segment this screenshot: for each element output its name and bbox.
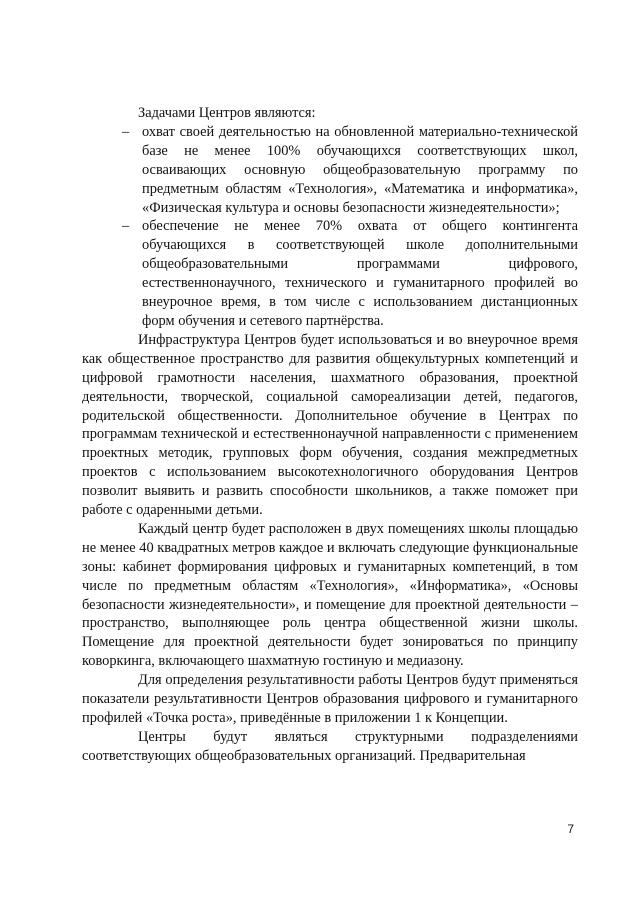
tasks-intro: Задачами Центров являются: <box>138 105 316 121</box>
document-body <box>82 104 578 766</box>
paragraph-premises: Каждый центр будет расположен в двух помещениях школы площадью не менее 40 квадратных метров каждое и включать следующие функциональные зоны: кабинет формирования цифровых и гуманитарных компетенций, в том числе по предметным областям «Технология», «Информатика», «Основы безопасности жизнедеятельности», и помещение для проектной деятельности – пространство, выполняющее роль центра общественной жизни школы. Помещение для проектной деятельности будет зонироваться по принципу коворкинга, включающего шахматную гостиную и медиазону. <box>82 520 578 670</box>
tasks-list <box>82 123 578 331</box>
list-dash: – <box>122 218 130 235</box>
list-dash: – <box>122 123 130 140</box>
paragraph-structure: Центры будут являться структурными подразделениями соответствующих общеобразовательных организаций. Предварительная <box>82 728 578 764</box>
list-item <box>82 123 578 218</box>
list-item-text: охват своей деятельностью на обновленной материально-технической базе не менее 100% обучающихся соответствующих школ, осваивающих основную общеобразовательную программу по предметным областям «Технология», «Математика и информатика», «Физическая культура и основы безопасности жизнедеятельности»; <box>142 123 578 216</box>
list-item <box>82 217 578 330</box>
list-item-text: обеспечение не менее 70% охвата от общего контингента обучающихся в соответствующей школе дополнительными общеобразовательными программами цифрового, естественнонаучного, технического и гуманитарного профилей во внеурочное время, в том числе с использованием дистанционных форм обучения и сетевого партнёрства. <box>142 218 578 329</box>
page-number: 7 <box>567 822 574 836</box>
paragraph-infrastructure: Инфраструктура Центров будет использоваться и во внеурочное время как общественное пространство для развития общекультурных компетенций и цифровой грамотности населения, шахматного образования, проектной деятельности, творческой, социальной самореализации детей, педагогов, родительской общественности. Дополнительное обучение в Центрах по программам технической и естественнонаучной направленности с применением проектных методик, групповых форм обучения, создания межпредметных проектов с использованием высокотехнологичного оборудования Центров позволит выявить и развить способности школьников, а также поможет при работе с одаренными детьми. <box>82 331 578 519</box>
paragraph-indicators: Для определения результативности работы Центров будут применяться показатели результативности Центров образования цифрового и гуманитарного профилей «Точка роста», приведённые в приложении 1 к Концепции. <box>82 672 578 726</box>
